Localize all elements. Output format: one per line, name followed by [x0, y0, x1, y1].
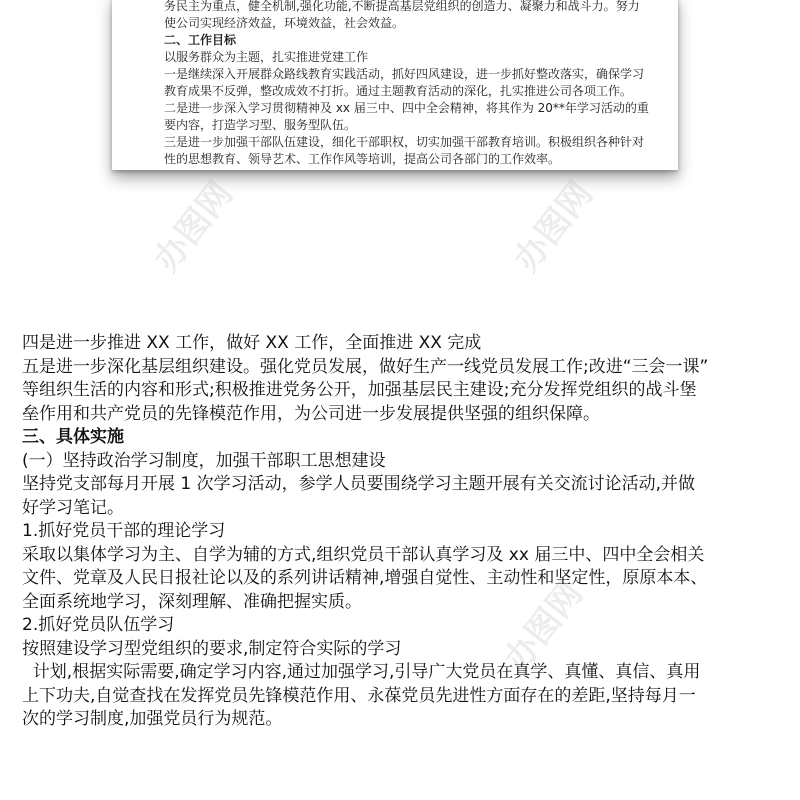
- paragraph-line: 四是进一步推进 XX 工作，做好 XX 工作，全面推进 XX 完成: [22, 333, 482, 353]
- preview-line: 三是进一步加强干部队伍建设，细化干部职权，切实加强干部教育培训。积极组织各种针对: [164, 135, 645, 149]
- subsection-heading: (一）坚持政治学习制度，加强干部职工思想建设: [22, 450, 386, 471]
- preview-line: 一是继续深入开展群众路线教育实践活动，抓好四风建设，进一步抓好整改落实，确保学习: [164, 67, 645, 81]
- preview-line: 二是进一步深入学习贯彻精神及 xx 届三中、四中全会精神，将其作为 20**年学习活动的重: [164, 101, 649, 115]
- document-body: [22, 332, 782, 732]
- preview-line: 务民主为重点，健全机制,强化功能,不断提高基层党组织的创造力、凝聚力和战斗力。努力: [164, 0, 640, 13]
- preview-line: 使公司实现经济效益，环境效益，社会效益。: [164, 16, 405, 30]
- item-heading: 2.抓好党员队伍学习: [22, 615, 175, 635]
- watermark: 办图网: [506, 174, 601, 280]
- paragraph-line: 垒作用和共产党员的先锋模范作用，为公司进一步发展提供坚强的组织保障。: [22, 403, 600, 424]
- paragraph-line: 采取以集体学习为主、自学为辅的方式,组织党员干部认真学习及 xx 届三中、四中全会相关: [22, 544, 705, 565]
- preview-line: 教育成果不反弹，整改成效不打折。通过主题教育活动的深化，扎实推进公司各项工作。: [164, 84, 633, 98]
- paragraph-line: 五是进一步深化基层组织建设。强化党员发展，做好生产一线党员发展工作;改进“三会一课”: [22, 356, 709, 377]
- watermark: 办图网: [146, 174, 241, 280]
- paragraph-line: 上下功夫,自觉查找在发挥党员先锋模范作用、永葆党员先进性方面存在的差距,坚持每月一: [22, 685, 696, 706]
- preview-section-heading: 二、工作目标: [164, 33, 237, 47]
- item-heading: 1.抓好党员干部的理论学习: [22, 521, 226, 541]
- watermark: 办图网: [496, 574, 591, 680]
- paragraph-line: 好学习笔记。: [22, 497, 124, 518]
- paragraph-line: 计划,根据实际需要,确定学习内容,通过加强学习,引导广大党员在真学、真懂、真信、真用: [22, 662, 701, 682]
- paragraph-line: 等组织生活的内容和形式;积极推进党务公开，加强基层民主建设;充分发挥党组织的战斗堡: [22, 380, 697, 400]
- paragraph-line: 全面系统地学习，深刻理解、准确把握实质。: [22, 591, 362, 612]
- preview-line: 以服务群众为主题，扎实推进党建工作: [164, 50, 369, 64]
- paragraph-line: 按照建设学习型党组织的要求,制定符合实际的学习: [22, 638, 402, 659]
- preview-line: 要内容，打造学习型、服务型队伍。: [164, 118, 357, 132]
- paragraph-line: 坚持党支部每月开展 1 次学习活动，参学人员要围绕学习主题开展有关交流讨论活动,并做: [22, 474, 696, 494]
- preview-line: 性的思想教育、领导艺术、工作作风等培训，提高公司各部门的工作效率。: [164, 152, 561, 166]
- paragraph-line: 次的学习制度,加强党员行为规范。: [22, 709, 283, 729]
- section-heading: 三、具体实施: [22, 427, 124, 447]
- preview-text-block: [164, 0, 664, 168]
- paragraph-line: 文件、党章及人民日报社论以及的系列讲话精神,增强自觉性、主动性和坚定性，原原本本、: [22, 568, 708, 588]
- document-preview-card: [112, 0, 678, 170]
